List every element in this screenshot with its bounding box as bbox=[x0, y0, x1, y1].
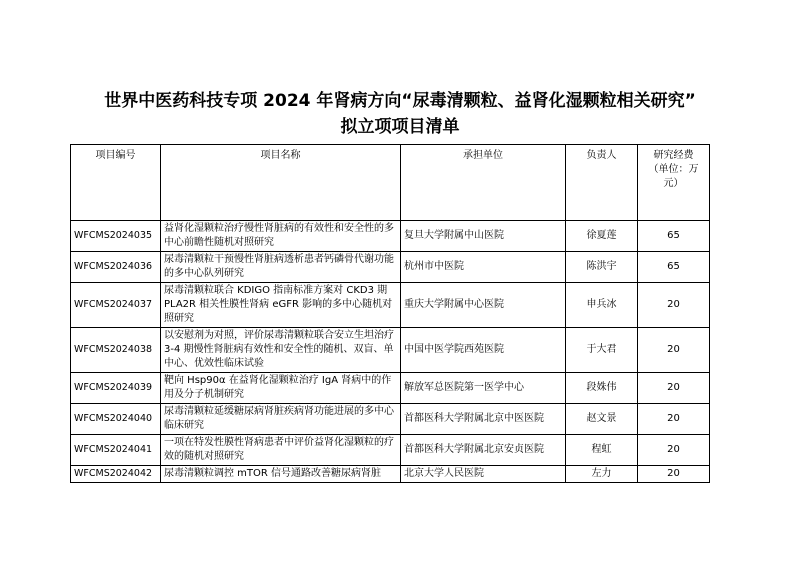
project-name: 尿毒清颗粒延缓糖尿病肾脏疾病肾功能进展的多中心临床研究 bbox=[161, 404, 401, 435]
project-amount: 20 bbox=[638, 466, 710, 483]
header-funding-line2: （单位：万 bbox=[648, 164, 699, 175]
table-row bbox=[71, 373, 710, 404]
project-code: WFCMS2024041 bbox=[71, 435, 161, 466]
document-subtitle: 拟立项项目清单 bbox=[340, 117, 460, 137]
table-row bbox=[71, 283, 710, 328]
project-unit: 杭州市中医院 bbox=[401, 252, 566, 283]
project-person: 于大君 bbox=[566, 328, 638, 373]
table-row bbox=[71, 221, 710, 252]
project-code: WFCMS2024040 bbox=[71, 404, 161, 435]
project-unit: 首都医科大学附属北京中医医院 bbox=[401, 404, 566, 435]
project-name: 益肾化湿颗粒治疗慢性肾脏病的有效性和安全性的多中心前瞻性随机对照研究 bbox=[161, 221, 401, 252]
project-amount: 65 bbox=[638, 221, 710, 252]
project-unit: 中国中医学院西苑医院 bbox=[401, 328, 566, 373]
table-row bbox=[71, 435, 710, 466]
project-name: 一项在特发性膜性肾病患者中评价益肾化湿颗粒的疗效的随机对照研究 bbox=[161, 435, 401, 466]
header-person: 负责人 bbox=[566, 145, 638, 221]
project-amount: 20 bbox=[638, 435, 710, 466]
header-funding-line3: 元） bbox=[663, 178, 684, 189]
project-amount: 20 bbox=[638, 373, 710, 404]
header-name: 项目名称 bbox=[161, 145, 401, 221]
project-name: 尿毒清颗粒调控 mTOR 信号通路改善糖尿病肾脏 bbox=[161, 466, 401, 483]
project-unit: 解放军总医院第一医学中心 bbox=[401, 373, 566, 404]
table-row bbox=[71, 328, 710, 373]
table-row bbox=[71, 252, 710, 283]
project-person: 程虹 bbox=[566, 435, 638, 466]
project-amount: 20 bbox=[638, 328, 710, 373]
project-person: 徐夏莲 bbox=[566, 221, 638, 252]
project-name: 以安慰剂为对照，评价尿毒清颗粒联合安立生坦治疗 3-4 期慢性肾脏病有效性和安全性的随机、双盲、单中心、优效性临床试验 bbox=[161, 328, 401, 373]
project-name: 尿毒清颗粒联合 KDIGO 指南标准方案对 CKD3 期 PLA2R 相关性膜性肾病 eGFR 影响的多中心随机对照研究 bbox=[161, 283, 401, 328]
project-name: 靶向 Hsp90α 在益肾化湿颗粒治疗 IgA 肾病中的作用及分子机制研究 bbox=[161, 373, 401, 404]
header-funding-line1: 研究经费 bbox=[653, 150, 694, 161]
project-amount: 65 bbox=[638, 252, 710, 283]
project-code: WFCMS2024039 bbox=[71, 373, 161, 404]
project-code: WFCMS2024036 bbox=[71, 252, 161, 283]
project-unit: 重庆大学附属中心医院 bbox=[401, 283, 566, 328]
project-code: WFCMS2024035 bbox=[71, 221, 161, 252]
header-unit: 承担单位 bbox=[401, 145, 566, 221]
project-unit: 复旦大学附属中山医院 bbox=[401, 221, 566, 252]
table-header-row bbox=[71, 145, 710, 221]
project-person: 申兵冰 bbox=[566, 283, 638, 328]
project-person: 段姝伟 bbox=[566, 373, 638, 404]
document-title: 世界中医药科技专项 2024 年肾病方向“尿毒清颗粒、益肾化湿颗粒相关研究” bbox=[104, 91, 696, 111]
project-code: WFCMS2024038 bbox=[71, 328, 161, 373]
project-unit: 北京大学人民医院 bbox=[401, 466, 566, 483]
project-code: WFCMS2024037 bbox=[71, 283, 161, 328]
project-person: 陈洪宇 bbox=[566, 252, 638, 283]
project-person: 左力 bbox=[566, 466, 638, 483]
project-table bbox=[70, 144, 710, 483]
header-code: 项目编号 bbox=[71, 145, 161, 221]
table-row bbox=[71, 404, 710, 435]
header-funding bbox=[638, 145, 710, 221]
project-person: 赵文景 bbox=[566, 404, 638, 435]
project-unit: 首都医科大学附属北京安贞医院 bbox=[401, 435, 566, 466]
project-code: WFCMS2024042 bbox=[71, 466, 161, 483]
project-amount: 20 bbox=[638, 404, 710, 435]
project-name: 尿毒清颗粒干预慢性肾脏病透析患者钙磷骨代谢功能的多中心队列研究 bbox=[161, 252, 401, 283]
project-amount: 20 bbox=[638, 283, 710, 328]
table-row bbox=[71, 466, 710, 483]
